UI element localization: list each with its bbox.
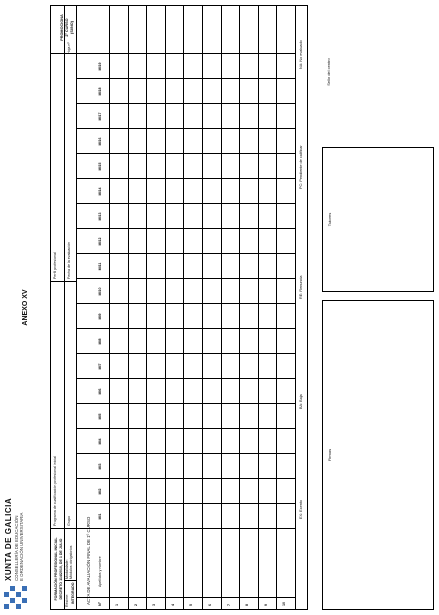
module-header: MI15 xyxy=(98,162,102,171)
column-divider xyxy=(76,378,295,379)
flag-square xyxy=(10,586,15,591)
column-divider xyxy=(76,303,295,304)
regimen-value: INTEGRADO xyxy=(71,582,75,604)
module-header: MI18 xyxy=(98,87,102,96)
fp-title-1: FORMACIÓN PROFESIONAL INICIAL xyxy=(54,537,58,601)
module-header: MI1 xyxy=(98,513,102,520)
legend-exento: EX: Exento xyxy=(299,500,303,519)
logo-subtitle-1: CONSELLERÍA DE EDUCACIÓN xyxy=(14,515,19,581)
promo-header-2: 2º CURSO xyxy=(65,18,69,37)
promo-header-3: (SI/NO) xyxy=(70,21,74,34)
row-number: 9 xyxy=(263,604,268,606)
flag-square xyxy=(4,604,9,609)
divider xyxy=(64,281,76,282)
regimen-label: Réxime: xyxy=(65,593,69,607)
column-divider xyxy=(76,353,295,354)
table-row[interactable] xyxy=(128,6,147,609)
table-row[interactable] xyxy=(165,6,184,609)
legend-pendiente: PC: Pendiente de calificar xyxy=(299,145,303,189)
seal-label: Sello del centro xyxy=(326,58,331,86)
module-header: MI7 xyxy=(98,363,102,370)
module-header: MI6 xyxy=(98,388,102,395)
row-number: 3 xyxy=(152,604,157,606)
divider xyxy=(76,6,77,529)
module-header: MI9 xyxy=(98,313,102,320)
column-divider xyxy=(76,78,295,79)
logo-title: XUNTA DE GALICIA xyxy=(4,497,13,581)
flag-square xyxy=(16,592,21,597)
flag-square xyxy=(10,598,15,603)
divider xyxy=(64,6,65,609)
row-number: 10 xyxy=(282,602,287,606)
row-number: 7 xyxy=(226,604,231,606)
module-header: MI12 xyxy=(98,237,102,246)
module-header: MI2 xyxy=(98,488,102,495)
column-divider xyxy=(76,203,295,204)
row-number: 8 xyxy=(245,604,250,606)
column-divider xyxy=(76,528,295,529)
modalidade-value: Módulos obrigatorios xyxy=(69,545,73,579)
table-row[interactable] xyxy=(239,6,258,609)
tutores-label: Tutores xyxy=(327,212,332,227)
module-header: MI8 xyxy=(98,338,102,345)
column-divider xyxy=(76,153,295,154)
num-header: Nº xyxy=(98,602,102,606)
flag-square xyxy=(4,592,9,597)
logo-subtitle-2: E ORDENACIÓN UNIVERSITARIA xyxy=(19,512,24,581)
seal-box xyxy=(322,5,434,139)
module-header: MI11 xyxy=(98,262,102,271)
column-divider xyxy=(76,278,295,279)
module-header: MI13 xyxy=(98,212,102,221)
table-row[interactable] xyxy=(109,6,128,609)
row-number: 6 xyxy=(208,604,212,606)
table-row[interactable] xyxy=(202,6,221,609)
acta-title: ACTA DE AVALIACIÓN FINAL DE 1º CURSO xyxy=(86,516,91,605)
column-divider xyxy=(76,503,295,504)
programa-label: Programa de cualificación profesional inicial xyxy=(53,456,57,526)
evaluation-table xyxy=(50,5,296,610)
annex-title: ANEXO XV xyxy=(22,289,29,326)
module-header: MI17 xyxy=(98,112,102,121)
column-divider xyxy=(76,428,295,429)
table-row[interactable] xyxy=(146,6,165,609)
module-header: MI10 xyxy=(98,287,102,296)
tutores-box xyxy=(322,147,434,292)
column-divider xyxy=(76,328,295,329)
row-number: 4 xyxy=(170,604,175,606)
legend-row xyxy=(296,5,308,610)
signatures-box xyxy=(322,300,434,610)
row-number: 1 xyxy=(115,604,119,606)
perfil-label: Perfil profesional xyxy=(53,252,57,279)
legend-no-evaluado: NA: No evaluado xyxy=(299,40,303,69)
flag-square xyxy=(16,604,21,609)
apellidos-header: Apellidos y nombre xyxy=(98,556,102,587)
promo-header-1: PROMOCIONA xyxy=(60,14,64,41)
legend-baja: BA: Baja xyxy=(299,394,303,409)
module-header: MI4 xyxy=(98,438,102,445)
table-row[interactable] xyxy=(221,6,240,609)
table-row[interactable] xyxy=(258,6,277,609)
column-divider xyxy=(51,53,295,54)
legend-renuncia: RE: Renuncia xyxy=(299,275,303,299)
firmas-label: Firmas xyxy=(327,448,332,462)
module-header: MI16 xyxy=(98,137,102,146)
row-number: 2 xyxy=(133,604,138,606)
column-divider xyxy=(76,228,295,229)
divider xyxy=(64,580,76,581)
column-divider xyxy=(76,478,295,479)
table-row[interactable] xyxy=(276,6,295,609)
modalidade-label: Modalidade: xyxy=(65,559,69,579)
column-divider xyxy=(76,103,295,104)
divider xyxy=(51,281,64,282)
row-number: 5 xyxy=(189,604,194,606)
column-divider xyxy=(76,253,295,254)
hoja-label: Hoja nº xyxy=(67,42,71,54)
column-divider xyxy=(76,128,295,129)
module-header: MI14 xyxy=(98,187,102,196)
column-divider xyxy=(76,178,295,179)
column-divider xyxy=(76,453,295,454)
grupo-label: Grupo xyxy=(67,516,71,526)
fecha-label: Fecha de la evaluación xyxy=(67,242,71,279)
module-header: MI3 xyxy=(98,463,102,470)
fp-title-2: DECRETO 114/2010, DE 1 DE JULIO xyxy=(59,538,63,600)
module-header: MI19 xyxy=(98,62,102,71)
module-header: MI5 xyxy=(98,413,102,420)
table-row[interactable] xyxy=(183,6,202,609)
column-divider xyxy=(76,403,295,404)
